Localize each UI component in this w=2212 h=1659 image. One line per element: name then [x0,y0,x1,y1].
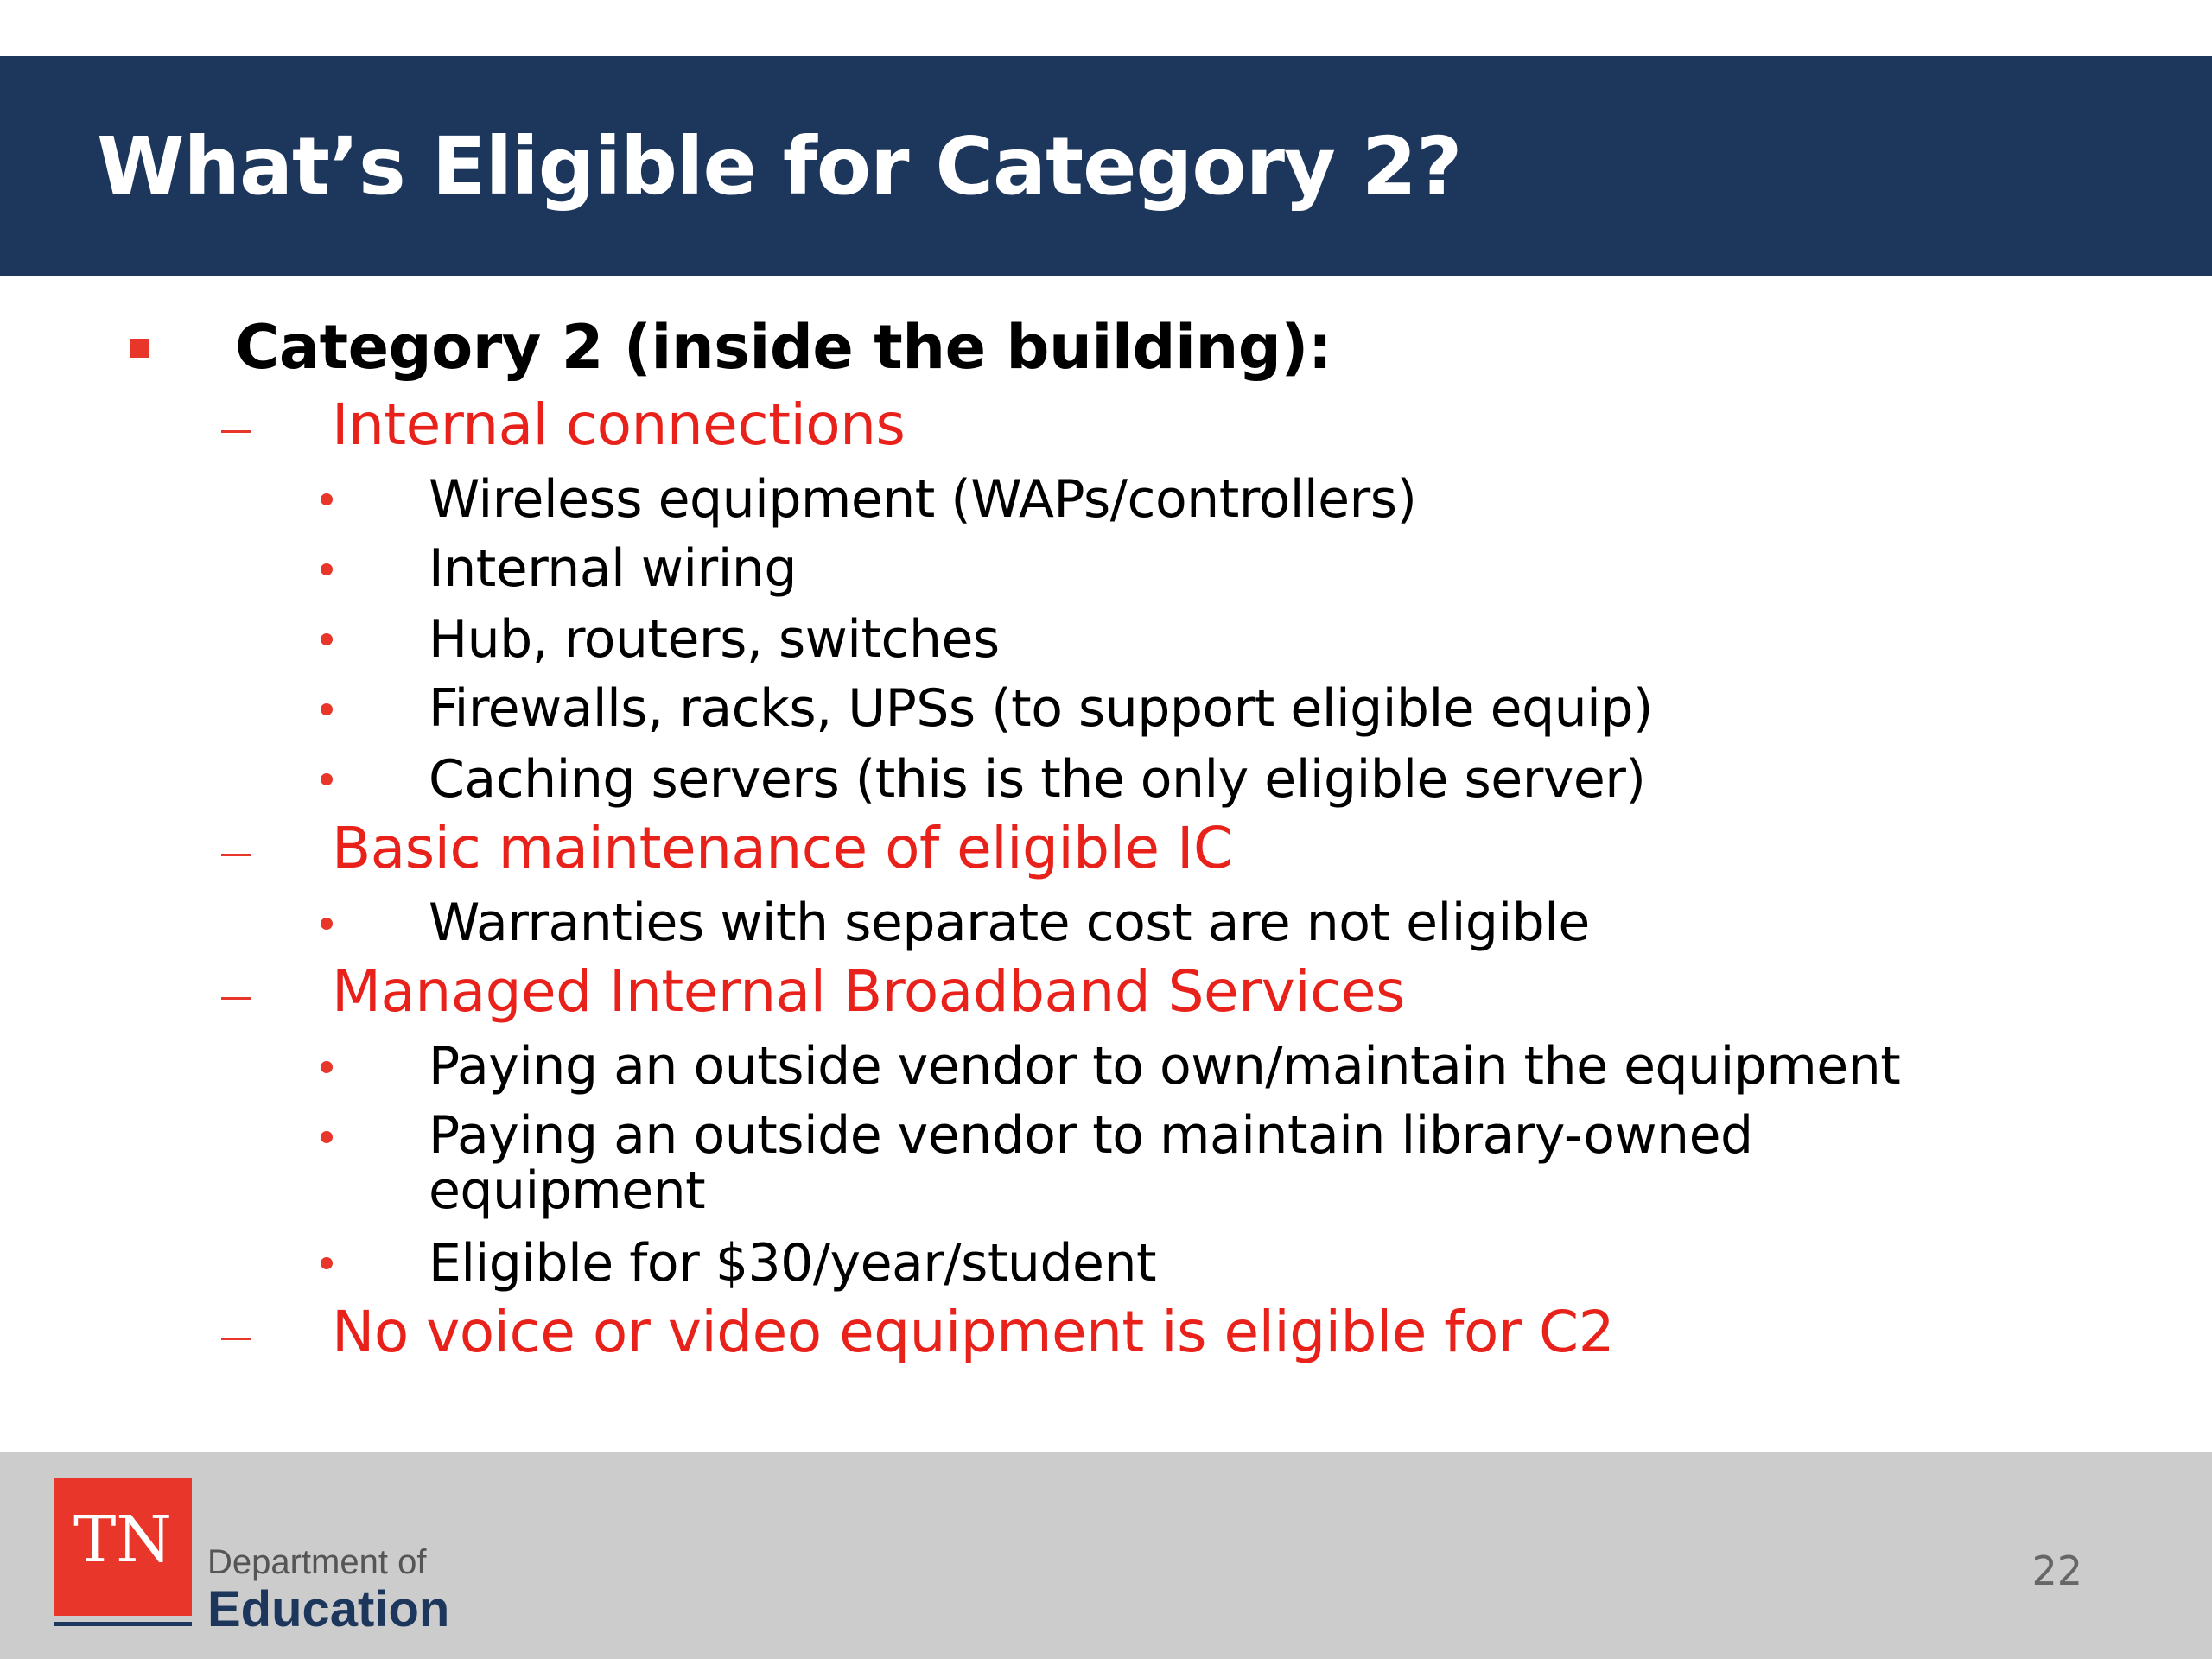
bullet-text: Hub, routers, switches [429,609,1000,670]
dash-bullet-icon [221,997,251,1000]
page-number: 22 [2031,1548,2082,1594]
dot-bullet-icon [321,773,333,785]
dot-bullet-icon [321,563,333,575]
bullet-text: Paying an outside vendor to own/maintain the equipment [429,1036,1901,1096]
bullet-text: Eligible for $30/year/student [429,1233,1156,1294]
bullet-text: Category 2 (inside the building): [235,312,1332,383]
bullet-text: Wireless equipment (WAPs/controllers) [429,469,1417,530]
dept-name-line2: Education [207,1581,450,1637]
slide-title: What’s Eligible for Category 2? [97,120,1462,213]
dash-bullet-icon [221,430,251,433]
tn-logo-text: TN [73,1503,173,1577]
bullet-text: Warranties with separate cost are not eligible [429,893,1590,953]
bullet-text: No voice or video equipment is eligible for C2 [332,1299,1615,1365]
dot-bullet-icon [321,1257,333,1269]
bullet-text: Paying an outside vendor to maintain library-owned [429,1105,1753,1166]
dot-bullet-icon [321,633,333,645]
dot-bullet-icon [321,1061,333,1073]
dash-bullet-icon [221,1338,251,1340]
dot-bullet-icon [321,703,333,715]
bullet-text: Basic maintenance of eligible IC [332,815,1233,881]
dot-bullet-icon [321,493,333,505]
bullet-text: Internal wiring [429,538,798,599]
square-bullet-icon [130,339,149,358]
dot-bullet-icon [321,1131,333,1143]
tn-logo [54,1478,192,1616]
bullet-text-continuation: equipment [429,1160,706,1221]
dot-bullet-icon [321,918,333,930]
logo-underline [54,1622,192,1626]
bullet-text: Firewalls, racks, UPSs (to support eligible equip) [429,678,1653,739]
bullet-text: Managed Internal Broadband Services [332,958,1405,1025]
bullet-text: Internal connections [332,391,906,458]
bullet-text: Caching servers (this is the only eligible server) [429,749,1646,810]
dept-name-line1: Department of [207,1543,427,1581]
dash-bullet-icon [221,854,251,856]
